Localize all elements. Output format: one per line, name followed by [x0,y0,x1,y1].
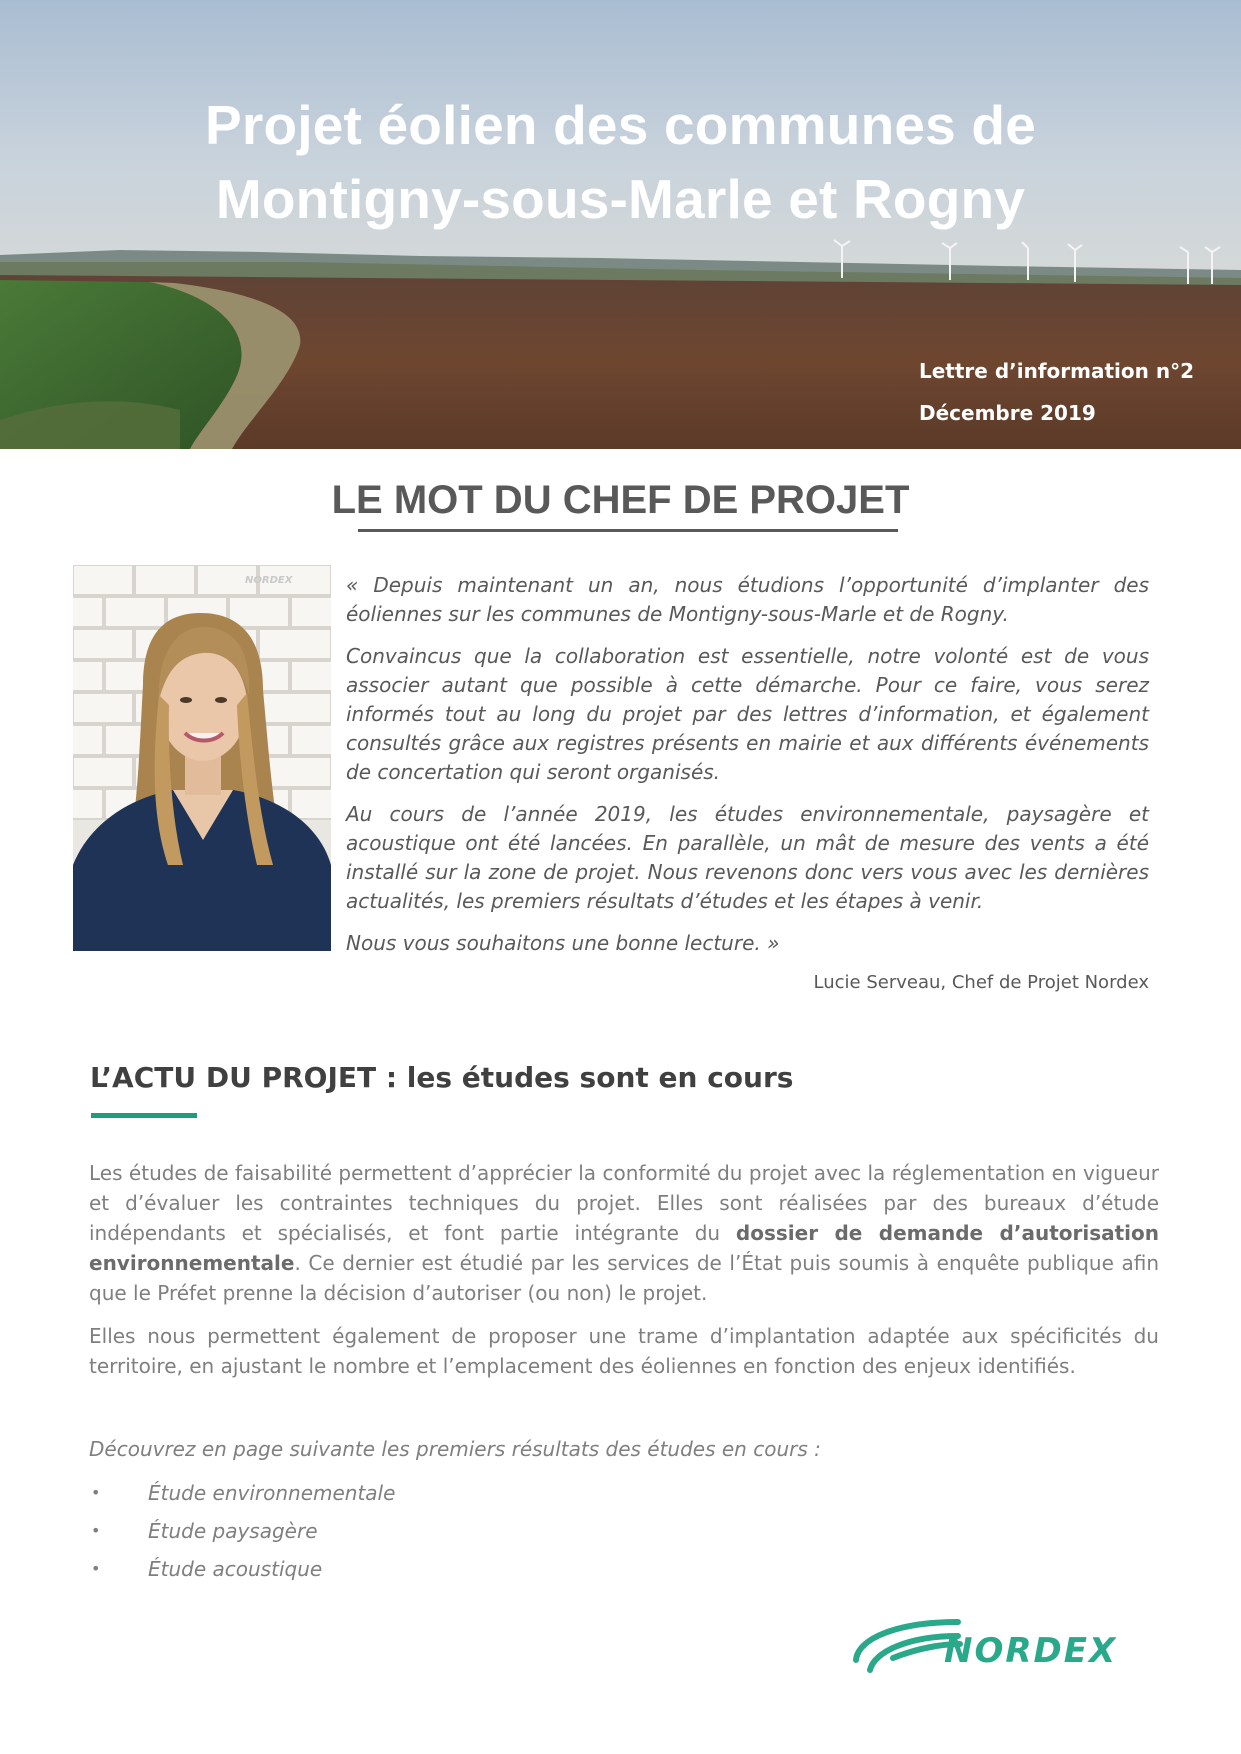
paragraph-text: . Ce dernier est étudié par les services de l’État puis soumis à enquête publique afin que le Préfet prenne la décision d’autoriser (ou non) le projet. [89,1251,1159,1305]
list-item [89,1474,395,1512]
paragraph-text: Les études de faisabilité permettent d’apprécier la conformité du projet avec la réglementation en vigueur et d’évaluer les contraintes techniques du projet. Elles sont réalisées par des bureaux d’étude indépendants et spécialisés, et font partie intégrante du [89,1161,1159,1245]
list-item [89,1512,395,1550]
actu-body [89,1158,1159,1394]
project-manager-photo [73,565,331,951]
issue-label: Lettre d’information n°2 [919,359,1194,383]
manager-quote [346,571,1149,971]
issue-date: Décembre 2019 [919,401,1096,425]
bullet-icon: • [91,1483,101,1502]
bullet-icon: • [91,1559,101,1578]
quote-paragraph: Au cours de l’année 2019, les études environnementale, paysagère et acoustique ont été lancées. En parallèle, un mât de mesure des vents a été installé sur la zone de projet. Nous revenons donc vers vous avec les dernières actualités, les premiers résultats d’études et les étapes à venir. [346,802,1149,913]
chef-section-underline [358,529,898,532]
study-label: Étude acoustique [148,1557,323,1581]
actu-section-title: L’ACTU DU PROJET : les études sont en cours [90,1061,794,1094]
bold-term: dossier de demande d’autorisation environnementale [89,1221,1160,1275]
logo-wordmark: NORDEX [944,1631,1118,1671]
issue-info [919,350,1194,434]
study-label: Étude environnementale [148,1481,396,1505]
quote-paragraph: « Depuis maintenant un an, nous étudions l’opportunité d’implanter des éoliennes sur les communes de Montigny-sous-Marle et de Rogny. [346,573,1149,626]
photo-nordex-watermark: NORDEX [245,575,293,586]
newsletter-title [0,88,1241,236]
actu-section-accent-bar [91,1113,197,1118]
title-line-1: Projet éolien des communes de [204,94,1037,156]
studies-list [89,1474,395,1588]
actu-paragraph-1 [89,1158,1159,1308]
title-line-2: Montigny-sous-Marle et Rogny [215,168,1026,230]
header-banner [0,0,1241,449]
chef-section-title: LE MOT DU CHEF DE PROJET [331,478,910,522]
quote-signature: Lucie Serveau, Chef de Projet Nordex [813,972,1149,993]
actu-paragraph-2: Elles nous permettent également de proposer une trame d’implantation adaptée aux spécificités du territoire, en ajustant le nombre et l’emplacement des éoliennes en fonction des enjeux identifiés. [89,1324,1159,1378]
list-item [89,1550,395,1588]
quote-paragraph: Convaincus que la collaboration est essentielle, notre volonté est de vous associer autant que possible à cette démarche. Pour ce faire, vous serez informés tout au long du projet par des lettres d’information, et également consultés grâce aux registres présents en mairie et aux différents événements de concertation qui seront organisés. [346,644,1149,784]
bullet-icon: • [91,1521,101,1540]
study-label: Étude paysagère [148,1519,318,1543]
quote-paragraph: Nous vous souhaitons une bonne lecture. » [346,931,780,955]
discover-intro: Découvrez en page suivante les premiers résultats des études en cours : [89,1437,821,1461]
nordex-logo [848,1608,1168,1680]
